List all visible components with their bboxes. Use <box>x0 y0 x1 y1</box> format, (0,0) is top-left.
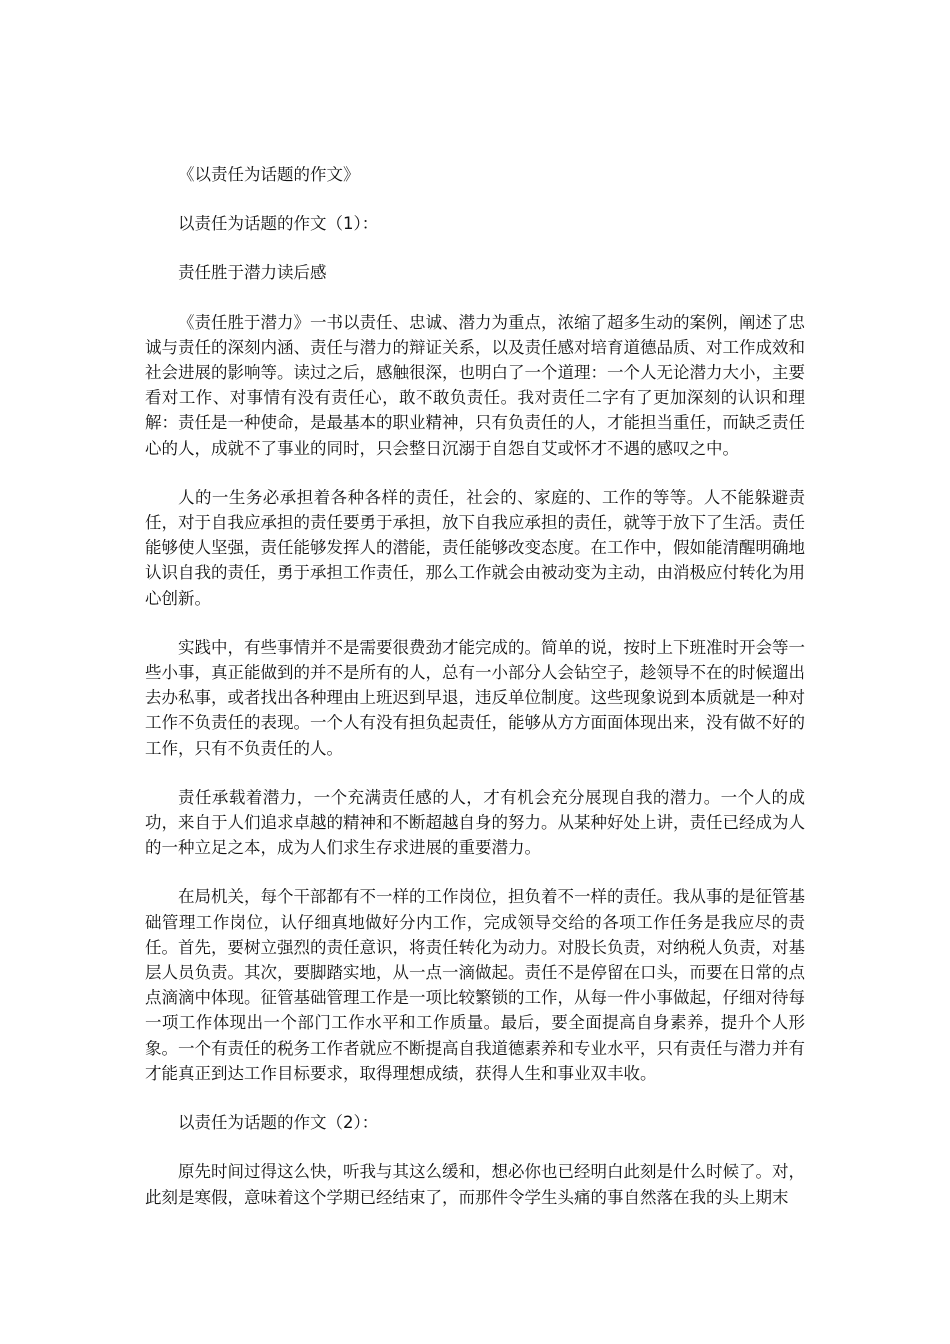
spacer <box>145 1135 805 1159</box>
essay-1-paragraph-2: 人的一生务必承担着各种各样的责任，社会的、家庭的、工作的等等。人不能躲避责任，对于自我应承担的责任要勇于承担，放下自我应承担的责任，就等于放下了生活。责任能够使人坚强，责任能够发挥人的潜能，责任能够改变态度。在工作中，假如能清醒明确地认识自我的责任，勇于承担工作责任，那么工作就会由被动变为主动，由消极应付转化为用心创新。 <box>145 487 805 608</box>
spacer <box>145 611 805 635</box>
essay-1-subtitle: 责任胜于潜力读后感 <box>178 263 327 283</box>
essay-1-paragraph-1: 《责任胜于潜力》一书以责任、忠诚、潜力为重点，浓缩了超多生动的案例，阐述了忠诚与责任的深刻内涵、责任与潜力的辩证关系，以及责任感对培育道德品质、对工作成效和社会进展的影响等。读过之后，感触很深，也明白了一个道理：一个人无论潜力大小，主要看对工作、对事情有没有责任心，敢不敢负责任。我对责任二字有了更加深刻的认识和理解：责任是一种使命，是最基本的职业精神，只有负责任的人，才能担当重任，而缺乏责任心的人，成就不了事业的同时，只会整日沉溺于自怨自艾或怀才不遇的感叹之中。 <box>145 312 805 458</box>
essay-1-paragraph-4: 责任承载着潜力，一个充满责任感的人，才有机会充分展现自我的潜力。一个人的成功，来自于人们追求卓越的精神和不断超越自身的努力。从某种好处上讲，责任已经成为人的一种立足之本，成为人们求生存求进展的重要潜力。 <box>145 787 805 858</box>
essay-1-paragraph-5: 在局机关，每个干部都有不一样的工作岗位，担负着不一样的责任。我从事的是征管基础管理工作岗位，认仔细真地做好分内工作，完成领导交给的各项工作任务是我应尽的责任。首先，要树立强烈的责任意识，将责任转化为动力。对股长负责，对纳税人负责，对基层人员负责。其次，要脚踏实地，从一点一滴做起。责任不是停留在口头，而要在日常的点点滴滴中体现。征管基础管理工作是一项比较繁锁的工作，从每一件小事做起，仔细对待每一项工作体现出一个部门工作水平和工作质量。最后，要全面提高自身素养，提升个人形象。一个有责任的税务工作者就应不断提高自我道德素养和专业水平，只有责任与潜力并有才能真正到达工作目标要求，取得理想成绩，获得人生和事业双丰收。 <box>145 887 805 1083</box>
spacer <box>145 1086 805 1110</box>
essay-2-paragraph-1: 原先时间过得这么快，听我与其这么缓和，想必你也已经明白此刻是什么时候了。对，此刻是寒假，意味着这个学期已经结束了，而那件令学生头痛的事自然落在我的头上期末 <box>145 1162 805 1207</box>
document-title: 《以责任为话题的作文》 <box>178 165 360 184</box>
essay-1-heading: 以责任为话题的作文（1）： <box>178 214 379 234</box>
spacer <box>145 860 805 884</box>
document-page <box>145 162 805 1210</box>
spacer <box>145 236 805 260</box>
essay-2-heading: 以责任为话题的作文（2）： <box>178 1113 379 1133</box>
spacer <box>145 286 805 310</box>
essay-1-paragraph-3: 实践中，有些事情并不是需要很费劲才能完成的。简单的说，按时上下班准时开会等一些小事，真正能做到的并不是所有的人，总有一小部分人会钻空子，趁领导不在的时候遛出去办私事，或者找出各种理由上班迟到早退，违反单位制度。这些现象说到本质就是一种对工作不负责任的表现。一个人有没有担负起责任，能够从方方面面体现出来，没有做不好的工作，只有不负责任的人。 <box>145 637 805 758</box>
spacer <box>145 761 805 785</box>
spacer <box>145 187 805 211</box>
spacer <box>145 461 805 485</box>
